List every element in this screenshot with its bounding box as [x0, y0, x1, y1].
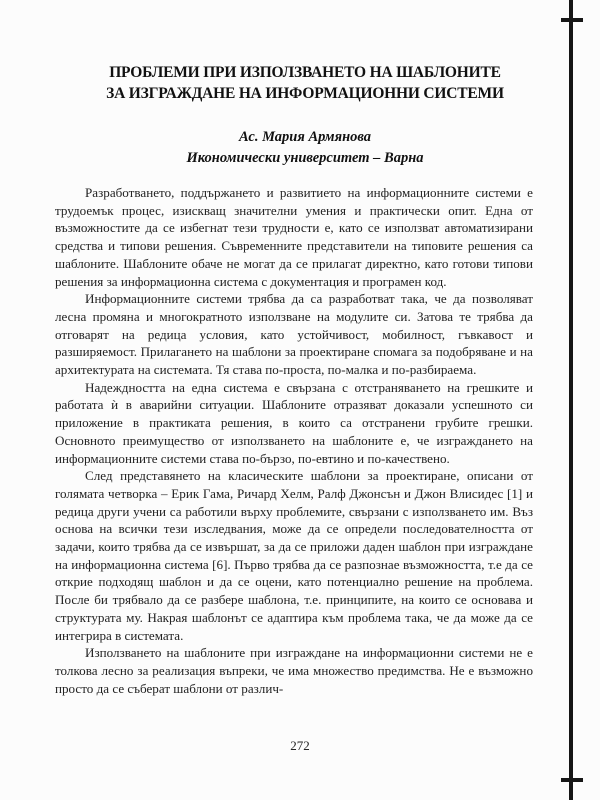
page-edge-tick-top: [561, 18, 583, 22]
page-number: 272: [290, 738, 310, 753]
author-name: Ас. Мария Армянова: [238, 129, 371, 145]
body-paragraph: Надеждността на една система е свързана с отстраняването на грешките и работата ѝ в аварийни ситуации. Шаблоните отразяват доказали успешното си приложение в практиката решения, в които са отстранени грубите грешки. Основното преимущество от използването на шаблоните е, че изграждането на информационните системи става по-бързо, по-евтино и по-качествено.: [55, 379, 533, 466]
body-paragraph: След представянето на класическите шаблони за проектиране, описани от голямата четворка – Ерик Гама, Ричард Хелм, Ралф Джонсън и Джон Влисидес [1] и редица други учени са работили върху проблемите, свързани с използването им. Въз основа на всички тези изследвания, може да се определи последователността от задачи, които трябва да се извършат, за да се приложи даден шаблон при изграждане на информационна система [6]. Първо трябва да се разпознае възможността, т.е да се открие подходящ шаблон и да се оцени, като потенциално решение на проблема. После би трябвало да се разбере шаблона, т.е. принципите, на които се основава и структурата му. Накрая шаблонът се адаптира към проблема така, че да може да се интегрира в системата.: [55, 468, 533, 643]
article-title-line-1: ПРОБЛЕМИ ПРИ ИЗПОЛЗВАНЕТО НА ШАБЛОНИТЕ: [109, 64, 501, 81]
page-edge-bar: [569, 0, 573, 800]
body-paragraph: Разработването, поддържането и развитието на информационните системи е трудоемък процес, изискващ значителни умения и практически опит. Една от възможностите да се избегнат тези трудности е, като се използват автоматизирани средства и типови решения. Съвременните представители на типовите решения са шаблоните. Шаблоните обаче не могат да се прилагат директно, като готови типови решения за информационна система с документация и програмен код.: [55, 185, 533, 289]
body-paragraph: Използването на шаблоните при изграждане на информационни системи не е толкова лесно за реализация въпреки, че има множество предимства. Не е възможно просто да се съберат шаблони от различ-: [55, 645, 533, 696]
page-edge-tick-bottom: [561, 778, 583, 782]
author-affiliation: Икономически университет – Варна: [186, 150, 424, 166]
article-title-line-2: ЗА ИЗГРАЖДАНЕ НА ИНФОРМАЦИОННИ СИСТЕМИ: [106, 85, 504, 102]
body-paragraph: Информационните системи трябва да са разработват така, че да позволяват лесна промяна и многократното използване на модулите си. Затова те трябва да отговарят на редица условия, като устойчивост, мобилност, гъвкавост и разширяемост. Прилагането на шаблони за проектиране спомага за подобряване и на архитектурата на системата. Тя става по-проста, по-малка и по-разбираема.: [55, 291, 533, 378]
article-title: [70, 62, 540, 104]
article-body: [55, 184, 533, 697]
author-block: [70, 127, 540, 169]
